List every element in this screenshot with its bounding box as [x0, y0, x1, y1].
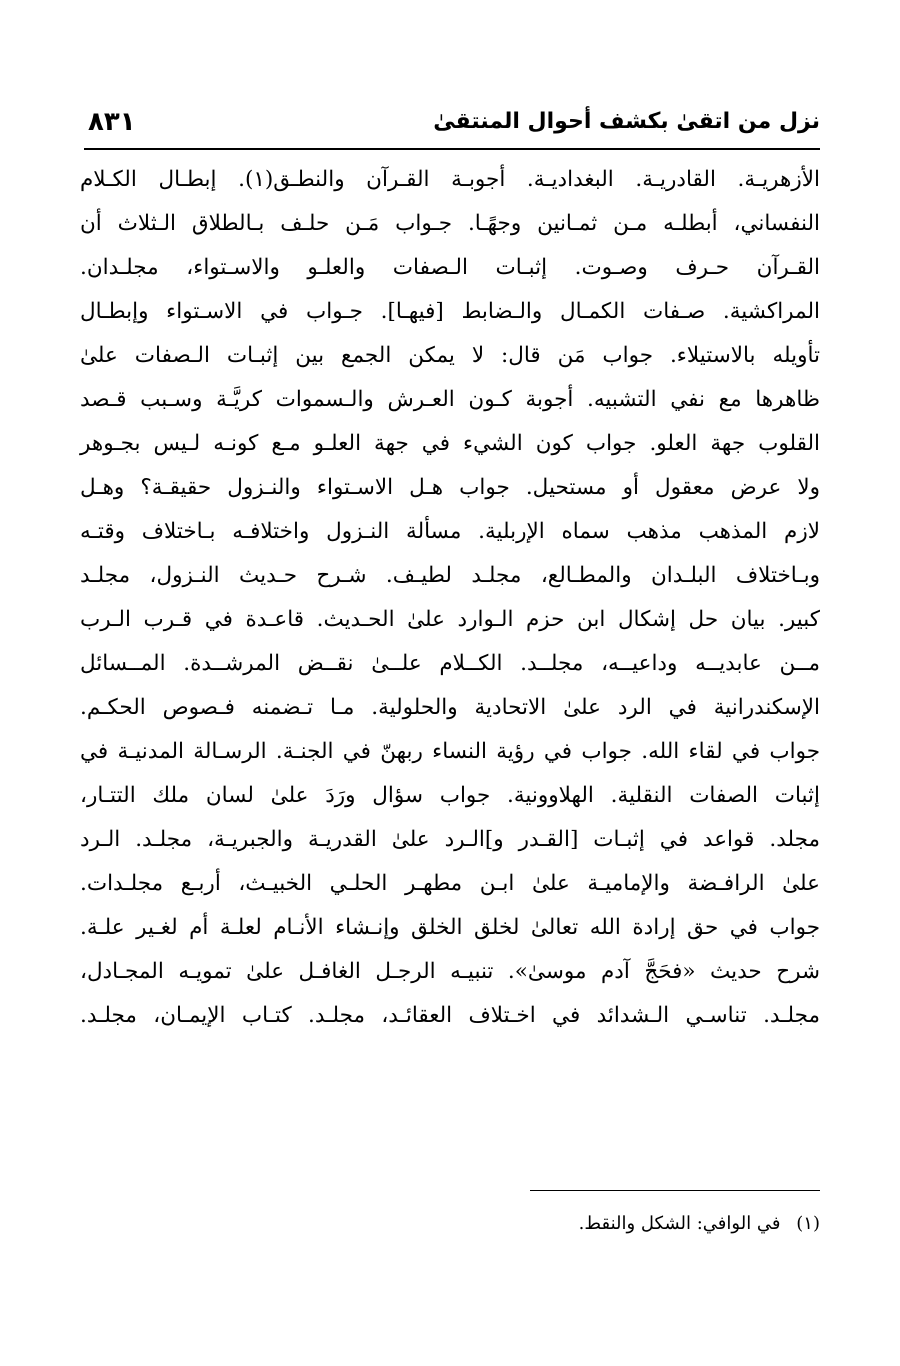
text-line: النفساني، أبطلـه مـن ثمـانين وجهًـا. جـواب مَـن حلـف بـالطلاق الـثلاث أن	[80, 211, 820, 236]
page-header	[84, 104, 820, 150]
text-line: مجلد. قواعد في إثبـات [القـدر و]الـرد علىٰ القدريـة والجبريـة، مجلـد. الـرد	[80, 827, 820, 852]
text-line: مجلـد. تناسـي الـشدائد في اخـتلاف العقائـد، مجلـد. كتـاب الإيمـان، مجلـد.	[80, 1003, 820, 1028]
text-line: شرح حديث «فحَجَّ آدم موسىٰ». تنبيـه الرجـل الغافـل علىٰ تمويـه المجـادل،	[80, 959, 820, 984]
footnote-number: (١)	[796, 1213, 820, 1234]
text-line: المراكشية. صـفات الكمـال والـضابط [فيهـا]. جـواب في الاسـتواء وإبطـال	[80, 299, 820, 324]
text-line: الإسكندرانية في الرد علىٰ الاتحادية والحلولية. مـا تـضمنه فـصوص الحكـم.	[80, 695, 820, 720]
body-text	[80, 158, 820, 1038]
footnote-text: في الوافي: الشكل والنقط.	[578, 1213, 781, 1234]
text-line: ولا عرض معقول أو مستحيل. جواب هـل الاسـتواء والنـزول حقيقـة؟ وهـل	[80, 475, 820, 500]
text-line: مــن عابديــه وداعيــه، مجلــد. الكــلام علــىٰ نقــض المرشــدة. المــسائل	[80, 651, 820, 676]
text-line: إثبات الصفات النقلية. الهلاوونية. جواب سؤال ورَدَ علىٰ لسان ملك التتـار،	[80, 783, 820, 808]
footnote	[80, 1208, 820, 1240]
text-line: القـرآن حـرف وصـوت. إثبـات الـصفات والعلـو والاسـتواء، مجلـدان.	[80, 255, 820, 280]
text-line: الأزهريـة. القادريـة. البغداديـة. أجوبـة القـرآن والنطـق(١). إبطـال الكـلام	[80, 167, 821, 192]
text-line: تأويله بالاستيلاء. جواب مَن قال: لا يمكن الجمع بين إثبـات الـصفات علىٰ	[80, 343, 820, 368]
text-line: جواب في حق إرادة الله تعالىٰ لخلق الخلق وإنـشاء الأنـام لعلـة أم لغـير علـة.	[80, 915, 820, 940]
footnote-separator	[530, 1190, 820, 1191]
text-line: القلوب جهة العلو. جواب كون الشيء في جهة العلـو مـع كونـه لـيس بجـوهر	[80, 431, 820, 456]
page-number: ٨٣١	[88, 107, 136, 137]
running-title: نزل من اتقىٰ بكشف أحوال المنتقىٰ	[433, 109, 820, 134]
text-line: علىٰ الرافـضة والإماميـة علىٰ ابـن مطهـر الحلـي الخبيـث، أربـع مجلـدات.	[80, 871, 820, 896]
text-line: كبير. بيان حل إشكال ابن حزم الـوارد علىٰ الحـديث. قاعـدة في قـرب الـرب	[80, 607, 820, 632]
text-line: ظاهرها مع نفي التشبيه. أجوبة كـون العـرش والـسموات كريَّـة وسـبب قـصد	[80, 387, 820, 412]
text-line: وبـاختلاف البلـدان والمطـالع، مجلـد لطيـف. شـرح حـديث النـزول، مجلـد	[80, 563, 820, 588]
text-line: لازم المذهب مذهب سماه الإربلية. مسألة النـزول واختلافـه بـاختلاف وقتـه	[80, 519, 820, 544]
text-line: جواب في لقاء الله. جواب في رؤية النساء ربهنّ في الجنـة. الرسـالة المدنيـة في	[80, 739, 820, 764]
